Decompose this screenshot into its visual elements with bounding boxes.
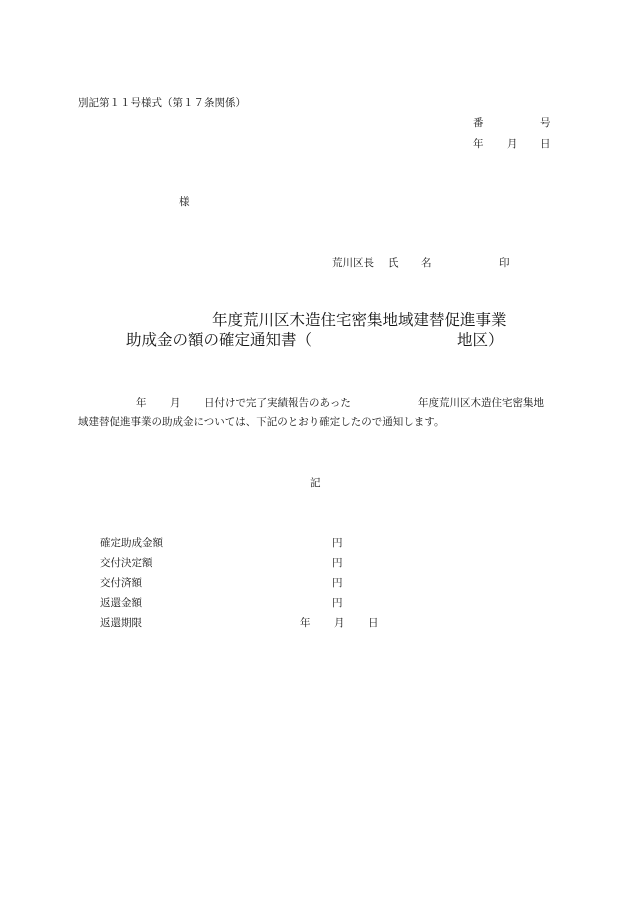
seal-mark: 印 — [499, 257, 510, 269]
item-unit: 円 — [332, 557, 343, 569]
item-unit: 円 — [332, 597, 343, 609]
item-unit: 円 — [332, 537, 343, 549]
item-row — [100, 577, 400, 589]
number-suffix: 号 — [540, 117, 551, 129]
item-label: 返還金額 — [100, 597, 142, 609]
issuer-mei: 名 — [421, 257, 432, 269]
date-month: 月 — [507, 138, 518, 150]
item-row — [100, 557, 400, 569]
body-text-2: 年度荒川区木造住宅密集地 — [418, 397, 544, 409]
issuer-shi: 氏 — [388, 257, 399, 269]
number-label: 番 — [473, 117, 484, 129]
date-year: 年 — [473, 138, 484, 150]
date-day: 日 — [540, 138, 551, 150]
form-number: 別記第１１号様式（第１７条関係） — [78, 97, 246, 109]
item-label: 交付決定額 — [100, 557, 153, 569]
deadline-month: 月 — [334, 617, 345, 629]
document-title-line2-left: 助成金の額の確定通知書（ — [126, 331, 313, 349]
item-row — [100, 537, 400, 549]
item-unit: 円 — [332, 577, 343, 589]
body-line-2: 域建替促進事業の助成金については、下記のとおり確定したので通知します。 — [78, 416, 445, 428]
ki-heading: 記 — [310, 477, 321, 489]
deadline-year: 年 — [300, 617, 311, 629]
body-text-1: 日付けで完了実績報告のあった — [204, 397, 351, 409]
deadline-label: 返還期限 — [100, 617, 142, 629]
body-month: 月 — [170, 397, 181, 409]
item-label: 交付済額 — [100, 577, 142, 589]
item-row — [100, 597, 400, 609]
document-title-line1: 年度荒川区木造住宅密集地域建替促進事業 — [212, 311, 507, 329]
issuer-title: 荒川区長 — [332, 257, 374, 269]
item-label: 確定助成金額 — [100, 537, 163, 549]
body-year: 年 — [136, 397, 147, 409]
deadline-day: 日 — [368, 617, 379, 629]
addressee-suffix: 様 — [179, 196, 190, 208]
document-title-line2-right: 地区） — [457, 331, 504, 349]
